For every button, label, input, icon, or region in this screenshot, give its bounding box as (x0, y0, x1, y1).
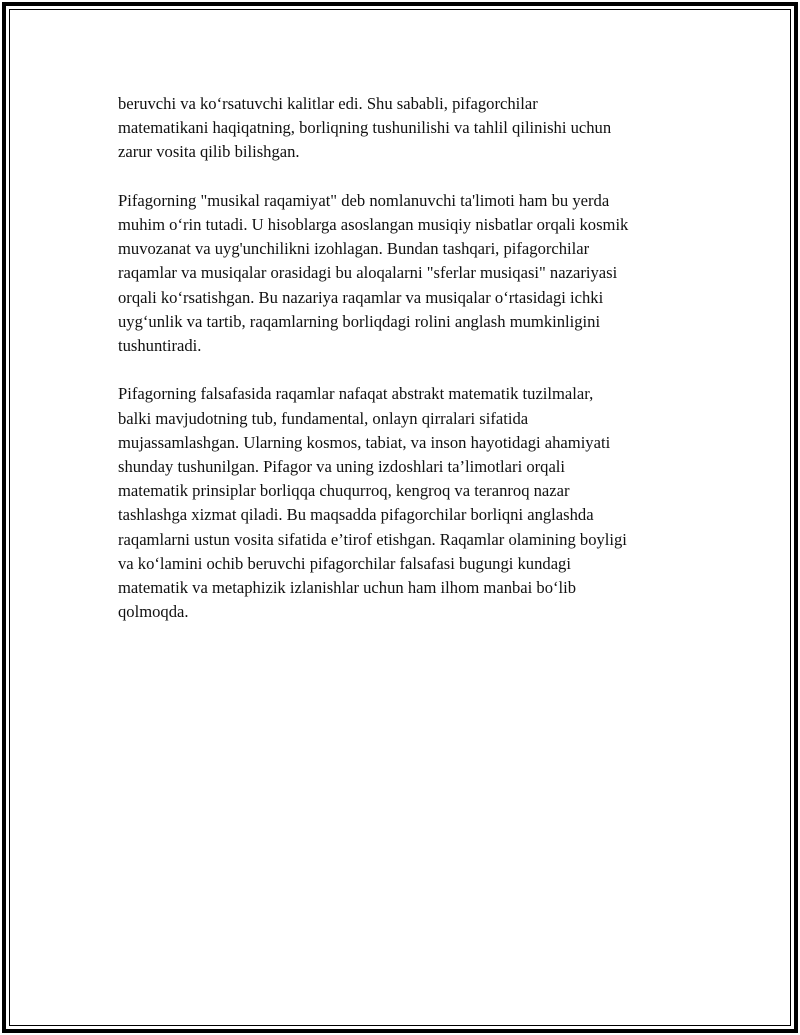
paragraph-2: Pifagorning "musikal raqamiyat" deb nomlanuvchi ta'limoti ham bu yerda muhim o‘rin tutadi. U hisoblarga asoslangan musiqiy nisbatlar orqali kosmik muvozanat va uyg'unchilikni izohlagan. Bundan tashqari, pifagorchilar raqamlar va musiqalar orasidagi bu aloqalarni "sferlar musiqasi" nazariyasi orqali ko‘rsatishgan. Bu nazariya raqamlar va musiqalar o‘rtasidagi ichki uyg‘unlik va tartib, raqamlarning borliqdagi rolini anglash mumkinligini tushuntiradi. (118, 190, 629, 356)
paragraph-1: beruvchi va ko‘rsatuvchi kalitlar edi. Shu sababli, pifagorchilar matematikani haqiqatning, borliqning tushunilishi va tahlil qilinishi uchun zarur vosita qilib bilishgan. (118, 94, 612, 162)
paragraph-3: Pifagorning falsafasida raqamlar nafaqat abstrakt matematik tuzilmalar, balki mavjudotning tub, fundamental, onlayn qirralari sifatida mujassamlashgan. Ularning kosmos, tabiat, va inson hayotidagi ahamiyati shunday tushunilgan. Pifagor va uning izdoshlari ta’limotlari orqali matematik prinsiplar borliqqa chuqurroq, kengroq va teranroq nazar tashlashga xizmat qiladi. Bu maqsadda pifagorchilar borliqni anglashda raqamlarni ustun vosita sifatida e’tirof etishgan. Raqamlar olamining boyligi va ko‘lamini ochib beruvchi pifagorchilar falsafasi bugungi kundagi matematik va metaphizik izlanishlar uchun ham ilhom manbai bo‘lib qolmoqda. (118, 384, 627, 622)
document-body (118, 92, 688, 649)
